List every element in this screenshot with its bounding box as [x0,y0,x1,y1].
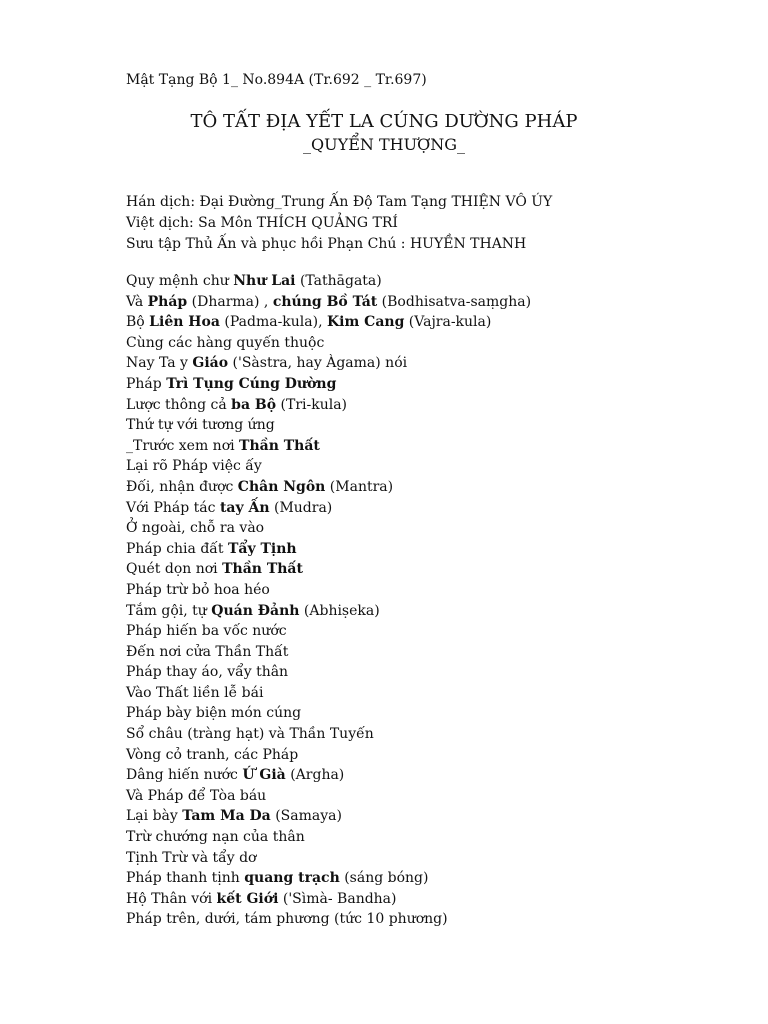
verse-text: _Trước xem nơi [126,437,240,454]
verse-text: Cùng các hàng quyến thuộc [126,334,325,351]
verse-line [126,539,531,560]
verse-text: (Abhiṣeka) [299,602,380,619]
verse-text: Pháp chia đất [126,540,228,557]
verse-text: (Tri-kula) [276,396,348,413]
verse-bold-term: Pháp [147,293,188,310]
verse-line [126,724,531,745]
verse-bold-term: Quán Đảnh [211,602,300,619]
verse-text: Tắm gội, tự [126,602,212,619]
verse-bold-term: Thần Thất [222,561,303,578]
verse-text: Nay Ta y [126,355,193,372]
verse-text: Tịnh Trừ và tẩy dơ [126,849,257,866]
verse-line [126,683,531,704]
verse-text: (Samaya) [270,808,342,825]
verse-line [126,868,531,889]
verse-text: Đến nơi cửa Thần Thất [126,643,289,660]
verse-bold-term: Trì Tụng Cúng Dường [166,375,337,392]
verse-line [126,848,531,869]
verse-text: (Vajra-kula) [404,314,492,331]
verse-bold-term: Giáo [192,355,229,372]
verse-text: (Mudra) [269,499,333,516]
verse-line [126,374,531,395]
verse-line [126,745,531,766]
verse-line [126,292,531,313]
document-header: Mật Tạng Bộ 1_ No.894A (Tr.692 _ Tr.697) [126,72,427,88]
verse-bold-term: Kim Cang [327,314,405,331]
verse-text: Đối, nhận được [126,478,238,495]
verse-line [126,518,531,539]
verse-text: (Mantra) [325,478,394,495]
verse-text: Trừ chướng nạn của thân [126,829,305,846]
verse-line [126,703,531,724]
verse-bold-term: chúng Bồ Tát [272,293,378,310]
verse-text: Pháp thay áo, vẩy thân [126,664,289,681]
verse-text: (Bodhisatva-saṃgha) [377,293,532,310]
verse-text: Dâng hiến nước [126,767,243,784]
verse-bold-term: Tẩy Tịnh [227,540,297,557]
verse-line [126,580,531,601]
verse-list [126,271,531,930]
verse-line [126,662,531,683]
verse-text: Pháp thanh tịnh [126,870,245,887]
verse-line [126,909,531,930]
verse-text: Pháp trên, dưới, tám phương (tức 10 phương) [126,911,448,928]
verse-text: (sáng bóng) [339,870,429,887]
verse-text: Pháp trừ bỏ hoa héo [126,581,270,598]
verse-bold-term: quang trạch [244,870,340,887]
verse-line [126,333,531,354]
verse-line [126,786,531,807]
credit-compilation: Sưu tập Thủ Ấn và phục hồi Phạn Chú : HUYỀN THANH [126,236,527,252]
verse-bold-term: Thần Thất [239,437,320,454]
verse-line [126,765,531,786]
verse-text: Vào Thất liền lễ bái [126,684,264,701]
credit-vietnamese-translation: Việt dịch: Sa Môn THÍCH QUẢNG TRÍ [126,215,398,231]
verse-text: Pháp hiến ba vốc nước [126,623,287,640]
verse-bold-term: Như Lai [233,273,296,289]
verse-text: Quét dọn nơi [126,561,223,578]
verse-text: Với Pháp tác [126,499,220,516]
verse-text: Pháp [126,375,167,392]
verse-text: Bộ [126,314,150,331]
verse-text: Quy mệnh chư [126,273,234,289]
verse-text: Pháp bày biện món cúng [126,705,302,722]
verse-bold-term: tay Ấn [219,499,270,516]
verse-bold-term: Tam Ma Da [182,808,271,825]
verse-line [126,621,531,642]
verse-line [126,827,531,848]
verse-text: Lại rõ Pháp việc ấy [126,458,262,475]
verse-text: Lại bày [126,808,183,825]
verse-text: (Argha) [285,767,345,784]
document-title: TÔ TẤT ĐỊA YẾT LA CÚNG DƯỜNG PHÁP [190,111,578,132]
verse-text: Và [126,293,148,310]
verse-text: (Tathāgata) [295,273,382,289]
credit-chinese-translation: Hán dịch: Đại Đường_Trung Ấn Độ Tam Tạng THIỆN VÔ ÚY [126,194,553,210]
verse-line [126,889,531,910]
verse-line [126,395,531,416]
translation-credits [126,192,552,255]
verse-text: Thứ tự với tương ứng [126,417,275,434]
verse-line [126,477,531,498]
verse-text: (Dharma) , [187,293,273,310]
verse-line [126,498,531,519]
verse-bold-term: Chân Ngôn [237,478,326,495]
verse-line [126,642,531,663]
verse-text: Hộ Thân với [126,890,217,907]
verse-text: Sổ châu (tràng hạt) và Thần Tuyến [126,726,374,743]
document-subtitle: _QUYỂN THƯỢNG_ [303,135,465,154]
verse-bold-term: kết Giới [216,890,279,907]
verse-line [126,271,531,292]
verse-bold-term: ba Bộ [231,396,277,413]
verse-line [126,559,531,580]
verse-bold-term: Liên Hoa [149,314,220,331]
verse-text: Và Pháp để Tòa báu [126,787,267,804]
verse-text: ('Sìmà- Bandha) [278,890,397,907]
verse-bold-term: Ứ Già [242,767,286,784]
verse-text: ('Sàstra, hay Àgama) nói [228,355,408,372]
verse-line [126,312,531,333]
verse-line [126,601,531,622]
verse-line [126,806,531,827]
verse-text: (Padma-kula), [219,314,327,331]
verse-text: Lược thông cả [126,396,232,413]
verse-line [126,415,531,436]
verse-line [126,353,531,374]
verse-line [126,436,531,457]
verse-text: Ở ngoài, chỗ ra vào [126,520,265,537]
verse-text: Vòng cỏ tranh, các Pháp [126,746,299,763]
verse-line [126,456,531,477]
